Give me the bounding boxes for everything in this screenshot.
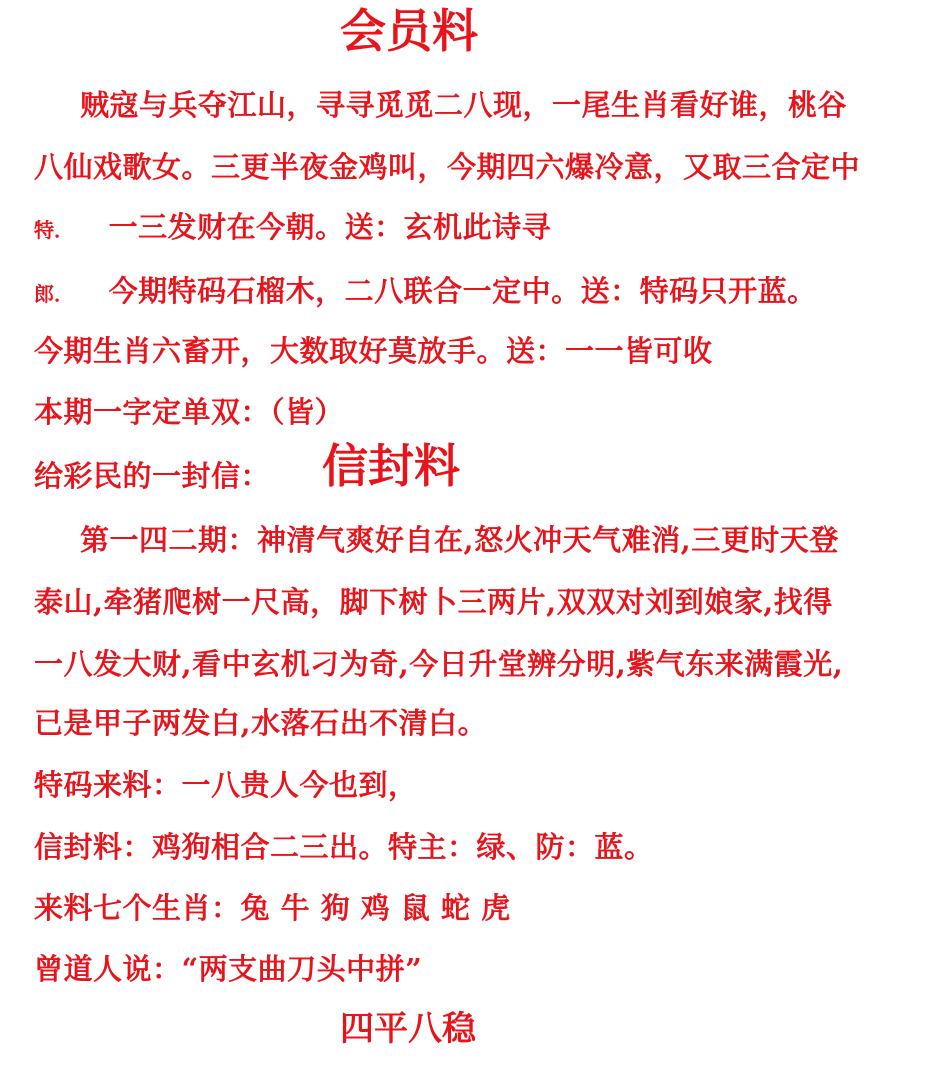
letter-line-1: 第一四二期：神清气爽好自在,怒火冲天气难消,三更时天登 [80, 523, 839, 557]
member-line-4-prefix: 郎． [34, 282, 74, 306]
member-line-4-row [34, 274, 817, 308]
member-line-3-row [34, 210, 552, 244]
letter-line-6: 信封料：鸡狗相合二三出。特主：绿、防：蓝。 [34, 830, 654, 864]
member-line-1: 贼寇与兵夺江山，寻寻觅觅二八现，一尾生肖看好谁，桃谷 [80, 88, 848, 122]
member-title: 会员料 [340, 4, 478, 58]
letter-line-2: 泰山,牵猪爬树一尺高，脚下树卜三两片,双双对刘到娘家,找得 [34, 585, 833, 619]
letter-line-3: 一八发大财,看中玄机刁为奇,今日升堂辨分明,紫气东来满霞光, [34, 647, 844, 681]
letter-line-5: 特码来料：一八贵人今也到， [34, 768, 418, 802]
letter-intro: 给彩民的一封信： [34, 459, 271, 493]
member-line-3: 一三发财在今朝。送：玄机此诗寻 [108, 210, 552, 244]
member-line-5: 今期生肖六畜开，大数取好莫放手。送：一一皆可收 [34, 334, 713, 368]
member-line-6: 本期一字定单双：（皆） [34, 395, 345, 429]
member-line-3-prefix: 特． [34, 218, 74, 242]
footer-text: 四平八稳 [340, 1009, 476, 1049]
letter-line-8: 曾道人说：“两支曲刀头中拼” [34, 952, 423, 986]
letter-title: 信封料 [322, 439, 460, 493]
letter-line-4: 已是甲子两发白,水落石出不清白。 [34, 706, 488, 740]
member-line-4: 今期特码石榴木，二八联合一定中。送：特码只开蓝。 [108, 274, 817, 308]
member-line-2: 八仙戏歌女。三更半夜金鸡叫，今期四六爆冷意，又取三合定中 [34, 150, 861, 184]
letter-line-7: 来料七个生肖：兔 牛 狗 鸡 鼠 蛇 虎 [34, 891, 511, 925]
